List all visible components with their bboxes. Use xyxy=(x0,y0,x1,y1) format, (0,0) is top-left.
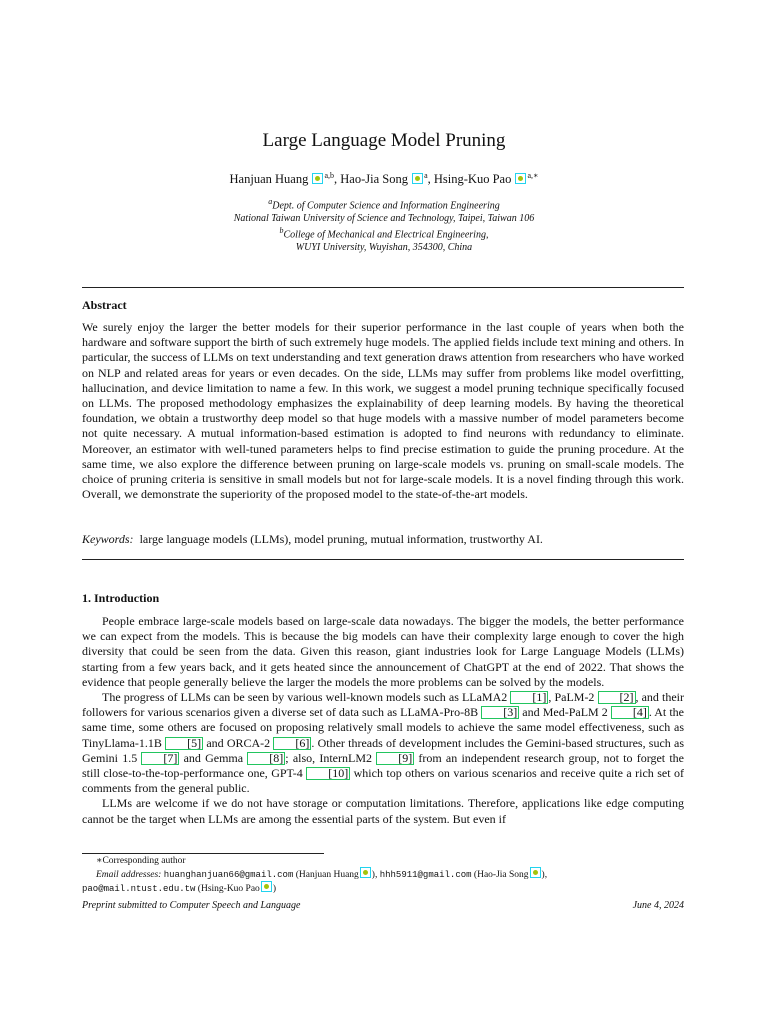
intro-paragraph: LLMs are welcome if we do not have storage or computation limitations. Therefore, applications like edge computing cannot be the target when LLMs are among the essential parts of the system. But even if xyxy=(82,796,684,826)
intro-paragraph xyxy=(82,690,684,796)
email-owner: (Hao-Jia Song xyxy=(473,870,529,881)
abstract-bottom-rule xyxy=(82,559,684,560)
author-sup: a,∗ xyxy=(527,171,539,180)
text-run: . Other threads of development includes the Gemini-based structures, such as Gemini 1.5 xyxy=(82,735,684,765)
footer-venue: Preprint submitted to Computer Speech and Language xyxy=(82,900,301,911)
abstract-top-rule xyxy=(82,287,684,288)
keywords-text: large language models (LLMs), model pruning, mutual information, trustworthy AI. xyxy=(139,532,543,546)
text-run: from an independent research group, not to forget the still close-to-the-top-performance one, GPT-4 xyxy=(82,750,684,781)
orcid-icon[interactable] xyxy=(312,173,323,184)
affil-text: Dept. of Computer Science and Information Engineering xyxy=(272,200,500,212)
text-run: , and their followers for various scenarios given a diverse set of data such as LLaMA-Pro-8B xyxy=(82,690,684,720)
citation-link[interactable]: [7] xyxy=(141,752,179,765)
text-run: and Med-PaLM 2 xyxy=(519,705,611,720)
keywords-label: Keywords: xyxy=(82,532,134,546)
footnotes xyxy=(82,855,684,896)
citation-link[interactable]: [8] xyxy=(247,752,285,765)
author-line: Hanjuan Huang $^{a,b}$, Hao-Jia Song $^a$, Hsing-Kuo Pao $^{a,∗}$ xyxy=(229,171,539,187)
email-link[interactable]: hhh5911@gmail.com xyxy=(379,870,472,881)
text-run: ; also, InternLM2 xyxy=(285,750,377,765)
citation-link[interactable]: [2] xyxy=(598,691,636,704)
email-link[interactable]: huanghanjuan66@gmail.com xyxy=(163,870,294,881)
affil-mark: a xyxy=(268,197,273,206)
abstract-text: We surely enjoy the larger the better models for their superior performance in the last couple of years when both the hardware and software support the birth of such extremely huge models. The applied fields include text mining and others. In particular, the success of LLMs on text understanding and text generation draws attention from researchers who have worked on NLP and related areas for years or even decades. On the side, LLMs may suffer from problems like model overfitting, hallucination, and device limitation to name a few. In this work, we suggest a model pruning technique specifically focused on LLMs. The proposed methodology emphasizes the explainability of deep learning models. By having the theoretical foundation, we obtain a trustworthy deep model so that huge models with a massive number of model parameters become not quite necessary. A mutual information-based estimation is adopted to find neurons with redundancy to eliminate. Moreover, an estimator with well-tuned parameters helps to find precise estimation to guide the pruning procedure. At the same time, we also explore the difference between pruning on large-scale models vs. pruning on small-scale models. The choice of pruning criteria is sensitive in small models but not for large-scale models. It is a novel finding through this work. Overall, we demonstrate the superiority of the proposed model to the state-of-the-art models. xyxy=(82,320,684,502)
author-name: Hanjuan Huang xyxy=(229,172,309,187)
citation-link[interactable]: [1] xyxy=(510,691,548,704)
affiliation-a-line1 xyxy=(0,196,768,213)
citation-link[interactable]: [10] xyxy=(306,767,350,780)
text-run: , PaLM-2 xyxy=(548,690,598,705)
orcid-icon[interactable] xyxy=(530,867,541,878)
affiliation-b-line2: WUYI University, Wuyishan, 354300, China xyxy=(295,242,473,254)
corresponding-author-note: ∗Corresponding author xyxy=(96,856,186,866)
introduction-body xyxy=(82,614,684,827)
orcid-icon[interactable] xyxy=(360,867,371,878)
keywords xyxy=(82,532,684,547)
author-sup: a xyxy=(424,171,428,180)
footnote-rule xyxy=(82,853,324,854)
intro-paragraph: People embrace large-scale models based on large-scale data nowadays. The bigger the models, the better performance we can expect from the models. This is because the big models can have their complexity large enough to cover the high diversity that could be seen from the data. Given this reason, giant industries look for Large Language Models (LLMs) starting from a few years back, and it gets heated since the announcement of ChatGPT at the end of 2022. That shows the evidence that people generally believe the larger the models the more problems can be solved by the models. xyxy=(82,614,684,689)
footer-date: June 4, 2024 xyxy=(632,900,684,911)
email-owner: (Hsing-Kuo Pao xyxy=(197,884,260,895)
affiliation-b-line1 xyxy=(0,225,768,242)
email-owner: (Hanjuan Huang xyxy=(295,870,359,881)
citation-link[interactable]: [5] xyxy=(165,737,203,750)
page-footer xyxy=(82,900,684,911)
text-run: and ORCA-2 xyxy=(203,735,274,750)
citation-link[interactable]: [4] xyxy=(611,706,649,719)
citation-link[interactable]: [9] xyxy=(376,752,414,765)
author-sup: a,b xyxy=(324,171,335,180)
text-run: which top others on various scenarios and receive quite a rich set of comments from the general public. xyxy=(82,766,684,796)
author-name: Hao-Jia Song xyxy=(340,172,408,187)
paper-title: Large Language Model Pruning xyxy=(262,130,506,151)
email-addresses: Email addresses: huanghanjuan66@gmail.com (Hanjuan Huang ), hhh5911@gmail.com (Hao-Jia Song ), xyxy=(82,867,684,881)
affiliation-a-line2: National Taiwan University of Science and Technology, Taipei, Taiwan 106 xyxy=(233,212,535,224)
affiliations xyxy=(0,196,768,255)
email-addresses-cont: pao@mail.ntust.edu.tw (Hsing-Kuo Pao ) xyxy=(82,881,684,895)
text-run: . At the same time, some others are focused on proposing relatively small models to achieve the same model effectiveness, such as TinyLlama-1.1B xyxy=(82,705,684,750)
text-run: and Gemma xyxy=(179,750,248,765)
orcid-icon[interactable] xyxy=(261,881,272,892)
citation-link[interactable]: [6] xyxy=(273,737,311,750)
section-heading-introduction: 1. Introduction xyxy=(82,591,160,605)
citation-link[interactable]: [3] xyxy=(481,706,519,719)
abstract-heading: Abstract xyxy=(82,298,127,312)
email-label: Email addresses: xyxy=(96,870,162,881)
affil-text: College of Mechanical and Electrical Engineering, xyxy=(283,229,489,241)
author-name: Hsing-Kuo Pao xyxy=(433,172,512,187)
text-run: The progress of LLMs can be seen by various well-known models such as LLaMA2 xyxy=(102,690,511,705)
email-link[interactable]: pao@mail.ntust.edu.tw xyxy=(82,884,196,895)
orcid-icon[interactable] xyxy=(412,173,423,184)
orcid-icon[interactable] xyxy=(515,173,526,184)
affil-mark: b xyxy=(279,226,284,236)
